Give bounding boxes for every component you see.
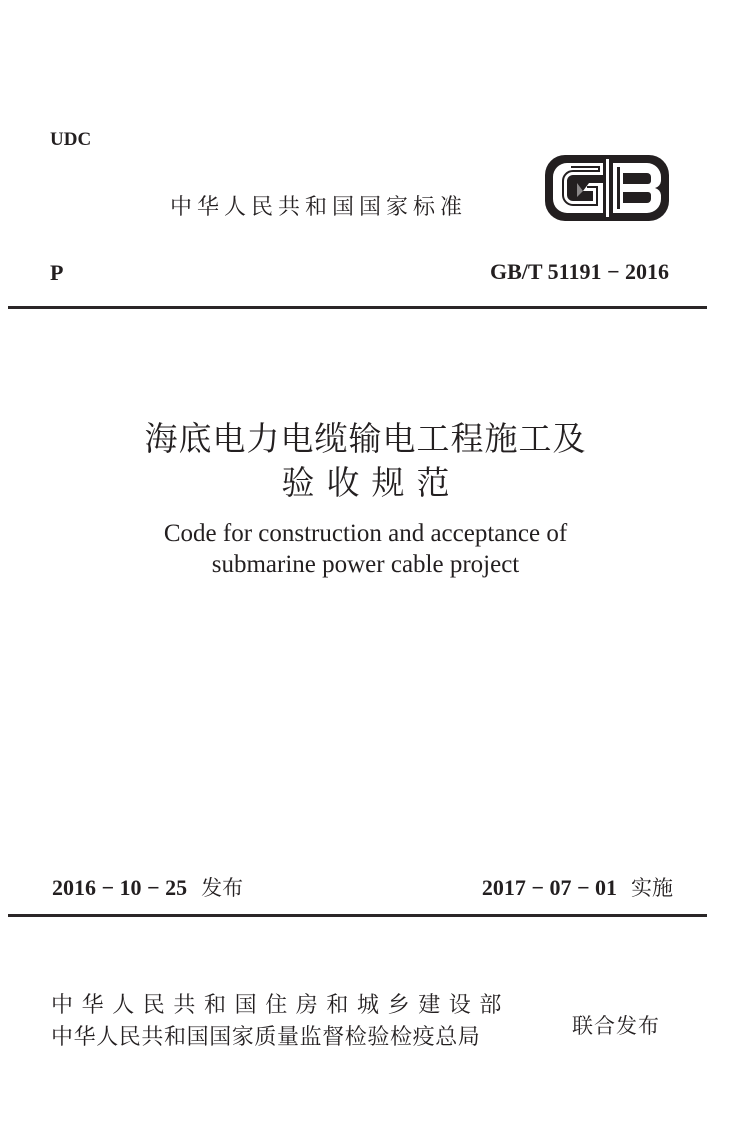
- standard-number: GB/T 51191 − 2016: [490, 259, 669, 284]
- title-chinese-line-1: 海底电力电缆输电工程施工及: [144, 422, 587, 458]
- title-chinese-line-2: 验收规范: [281, 466, 462, 502]
- title-english-line-1: Code for construction and acceptance of: [163, 520, 568, 547]
- classification-code: P: [50, 260, 64, 285]
- udc-label: UDC: [50, 129, 92, 150]
- implementation-label: 实施: [631, 876, 673, 900]
- implementation-date: 2017 − 07 − 01: [481, 875, 617, 900]
- national-standard-label: 中华人民共和国国家标准: [170, 195, 468, 220]
- implementation-date-block: [482, 872, 673, 902]
- joint-release-label: 联合发布: [572, 1014, 660, 1038]
- issuer-ministry-of-housing: 中华人民共和国住房和城乡建设部: [51, 993, 511, 1018]
- issue-date-block: [52, 872, 243, 902]
- title-chinese: [0, 418, 731, 506]
- issue-label: 发布: [201, 876, 244, 900]
- title-english: [0, 518, 731, 580]
- issue-date: 2016 − 10 − 25: [52, 875, 188, 900]
- gb-logo-icon: [543, 153, 671, 223]
- bottom-divider: [8, 914, 707, 917]
- title-english-line-2: submarine power cable project: [211, 551, 520, 578]
- issuing-authorities: [51, 990, 510, 1054]
- issuer-aqsiq: 中华人民共和国国家质量监督检验检疫总局: [51, 1025, 481, 1050]
- top-divider: [8, 306, 707, 309]
